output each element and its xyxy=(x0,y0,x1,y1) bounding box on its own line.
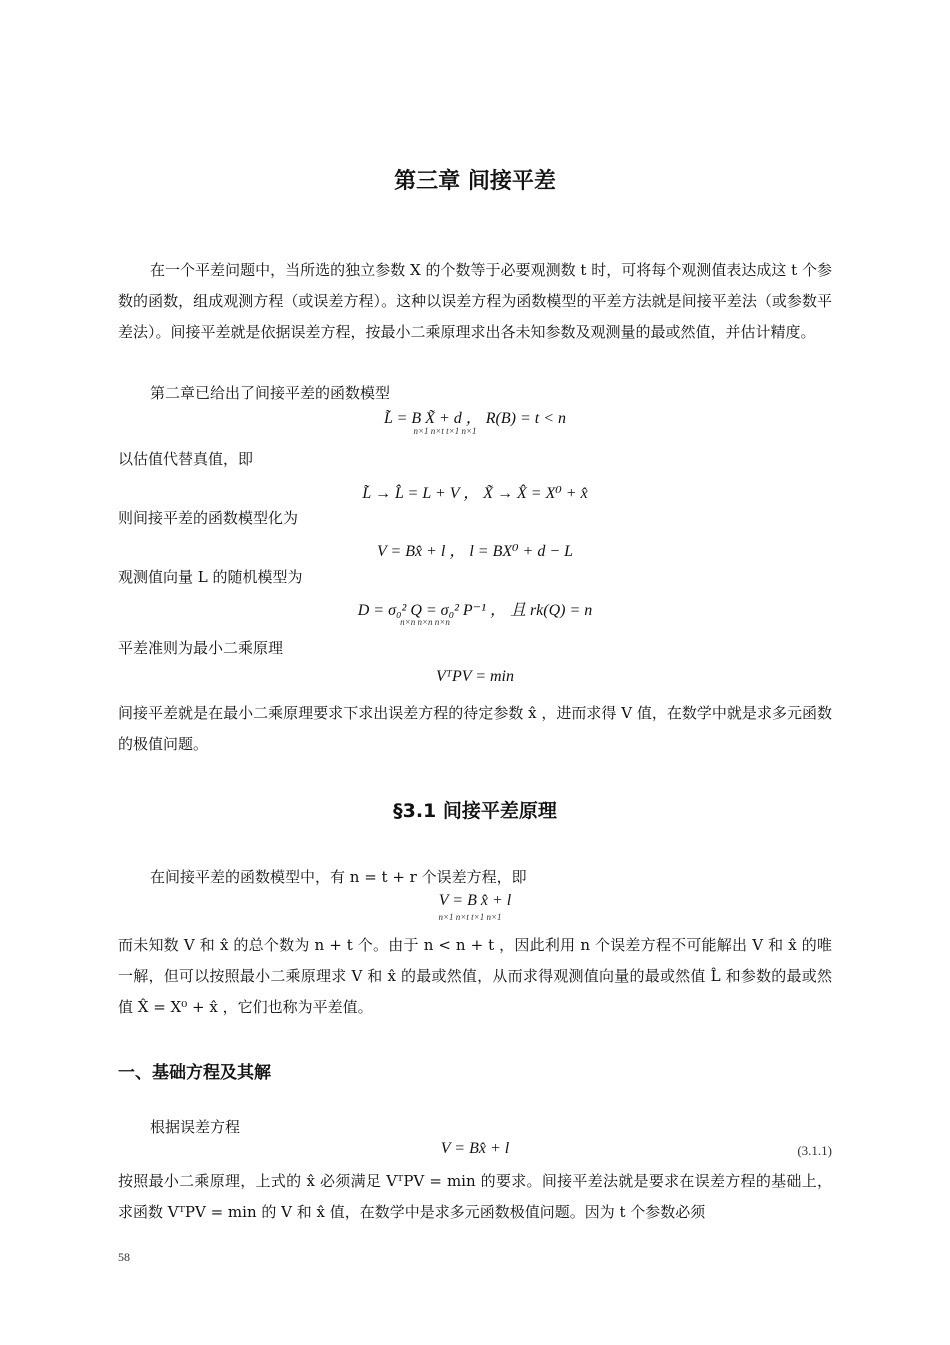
section-text-1: 在间接平差的函数模型中，有 n = t + r 个误差方程，即 xyxy=(150,868,527,886)
page-number: 58 xyxy=(118,1250,130,1264)
intro-text-estimate: 以估值代替真值，即 xyxy=(118,450,254,468)
equation-least-squares: VᵀPV = min xyxy=(435,668,514,685)
intro-text-criterion: 平差准则为最小二乘原理 xyxy=(118,639,284,657)
intro-paragraph-1: 在一个平差问题中，当所选的独立参数 X 的个数等于必要观测数 t 时，可将每个观测值表达成这 t 个参数的函数，组成观测方程（或误差方程）。这种以误差方程为函数模型的平差方法就是间接平差法（或参数平差法）。间接平差就是依据误差方程，按最小二乘原理求出各未知参数及观测量的最或然值，并估计精度。 xyxy=(118,261,832,341)
equation-error-equation-dims: n×1 n×t t×1 n×1 xyxy=(438,912,502,922)
equation-number: (3.1.1) xyxy=(797,1143,832,1158)
section-title: §3.1 间接平差原理 xyxy=(393,800,557,822)
intro-text-random-model: 观测值向量 L 的随机模型为 xyxy=(118,568,303,586)
equation-functional-model: L̃ = B X̃ + d ， R(B) = t < n xyxy=(384,410,566,427)
equation-error-model: V = Bx̂ + l ， l = BX⁰ + d − L xyxy=(376,543,574,560)
equation-random-model: D = σ₀² Q = σ₀² P⁻¹ ， 且 rk(Q) = n xyxy=(357,602,593,619)
chapter-title: 第三章 间接平差 xyxy=(394,169,556,194)
equation-3-1-1: V = Bx̂ + l xyxy=(440,1140,510,1157)
equation-random-model-dims: n×n n×n n×n xyxy=(400,617,450,627)
intro-text-model: 则间接平差的函数模型化为 xyxy=(118,509,299,527)
equation-functional-model-dims: n×1 n×t t×1 n×1 xyxy=(413,426,477,436)
subsection-text-1: 根据误差方程 xyxy=(150,1118,241,1136)
subsection-paragraph-2: 按照最小二乘原理，上式的 x̂ 必须满足 VᵀPV = min 的要求。间接平差法就是要求在误差方程的基础上，求函数 VᵀPV = min 的 V 和 x̂ 值，在数学中是求多元函数极值问题。因为 t 个参数必须 xyxy=(118,1172,832,1221)
intro-text-2: 第二章已给出了间接平差的函数模型 xyxy=(150,384,391,402)
subsection-title: 一、基础方程及其解 xyxy=(118,1063,271,1083)
equation-estimate: L̃ → L̂ = L + V ， X̃ → X̂ = X⁰ + x̂ xyxy=(362,485,588,502)
equation-error-equation: V = B x̂ + l xyxy=(438,892,512,909)
intro-paragraph-3: 间接平差就是在最小二乘原理要求下求出误差方程的待定参数 x̂ ，进而求得 V 值，在数学中就是求多元函数的极值问题。 xyxy=(118,704,832,753)
section-paragraph-2: 而未知数 V 和 x̂ 的总个数为 n + t 个。由于 n < n + t ，因此利用 n 个误差方程不可能解出 V 和 x̂ 的唯一解，但可以按照最小二乘原理求 V 和 x̂ 的最或然值，从而求得观测值向量的最或然值 L̂ 和参数的最或然值 X̂ = X⁰ + x̂ ，它们也称为平差值。 xyxy=(118,936,832,1016)
